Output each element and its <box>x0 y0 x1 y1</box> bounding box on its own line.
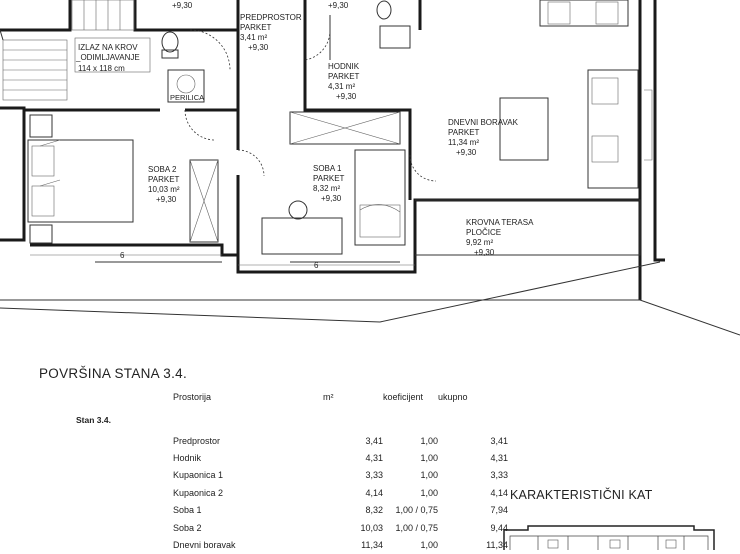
table-row: Soba 1 8,32 1,00 / 0,75 7,94 <box>173 505 508 516</box>
room-label-predprostor <box>240 13 302 52</box>
col-m2: m² <box>323 392 334 402</box>
room-label-soba1 <box>313 164 345 203</box>
perilica-label: PERILICA <box>170 93 205 102</box>
svg-text:IZLAZ NA KROV: IZLAZ NA KROV <box>78 43 138 52</box>
table-row: Predprostor 3,41 1,00 3,41 <box>173 435 508 446</box>
table-header-row <box>68 386 508 408</box>
room-label-boravak <box>448 118 519 157</box>
table-row: Kupaonica 2 4,14 1,00 4,14 <box>173 487 508 498</box>
svg-text:+9,30: +9,30 <box>321 194 342 203</box>
section-marker-1: 6 <box>120 251 125 260</box>
sofa <box>588 70 638 188</box>
table-row: Kupaonica 1 3,33 1,00 3,33 <box>173 470 508 481</box>
svg-text:+9,30: +9,30 <box>474 248 495 257</box>
room-label-soba2 <box>148 165 180 204</box>
room-label-terasa <box>466 218 534 257</box>
svg-text:3,41 m²: 3,41 m² <box>240 33 268 42</box>
svg-text:DNEVNI BORAVAK: DNEVNI BORAVAK <box>448 118 518 127</box>
floor-thumbnail <box>498 522 720 550</box>
svg-text:+9,30: +9,30 <box>336 92 357 101</box>
svg-text:11,34 m²: 11,34 m² <box>448 138 479 147</box>
svg-text:SOBA 2: SOBA 2 <box>148 165 177 174</box>
svg-text:+9,30: +9,30 <box>456 148 477 157</box>
elevation-top-2: +9,30 <box>328 1 349 10</box>
chair-icon <box>289 201 307 219</box>
elevation-top-1: +9,30 <box>172 1 193 10</box>
table-row: Soba 2 10,03 1,00 / 0,75 9,44 <box>173 522 508 533</box>
svg-text:8,32 m²: 8,32 m² <box>313 184 341 193</box>
svg-text:PARKET: PARKET <box>328 72 360 81</box>
coffee-table <box>500 98 548 160</box>
svg-text:114 x 118 cm: 114 x 118 cm <box>78 64 125 73</box>
svg-text:4,31 m²: 4,31 m² <box>328 82 356 91</box>
svg-text:HODNIK: HODNIK <box>328 62 360 71</box>
svg-text:PARKET: PARKET <box>313 174 345 183</box>
svg-text:9,92 m²: 9,92 m² <box>466 238 494 247</box>
table-row: Hodnik 4,31 1,00 4,31 <box>173 453 508 464</box>
desk <box>262 218 342 254</box>
bed-2 <box>28 115 133 243</box>
svg-text:_ODIMLJAVANJE: _ODIMLJAVANJE <box>76 53 140 62</box>
svg-text:KROVNA TERASA: KROVNA TERASA <box>466 218 534 227</box>
bed-1 <box>355 150 405 245</box>
svg-text:PLOČICE: PLOČICE <box>466 228 502 237</box>
svg-text:PARKET: PARKET <box>240 23 272 32</box>
room-label-hodnik <box>328 62 360 101</box>
col-koeficijent: koeficijent <box>383 392 424 402</box>
dining-set <box>540 0 628 26</box>
unit-row: Stan 3.4. <box>76 415 111 425</box>
svg-text:PARKET: PARKET <box>448 128 480 137</box>
col-prostorija: Prostorija <box>173 392 212 402</box>
section-marker-2: 6 <box>314 261 319 270</box>
table-row: Dnevni boravak 11,34 1,00 11,34 <box>173 540 508 551</box>
svg-text:SOBA 1: SOBA 1 <box>313 164 342 173</box>
col-ukupno: ukupno <box>438 392 468 402</box>
svg-text:+9,30: +9,30 <box>156 195 177 204</box>
sink-icon <box>380 26 410 48</box>
svg-text:PREDPROSTOR: PREDPROSTOR <box>240 13 302 22</box>
room-label-izlaz <box>75 43 140 73</box>
area-table <box>68 386 508 554</box>
svg-text:PARKET: PARKET <box>148 175 180 184</box>
area-table-title: POVRŠINA STANA 3.4. <box>39 366 188 381</box>
svg-text:+9,30: +9,30 <box>248 43 269 52</box>
karakteristicni-kat-title: KARAKTERISTIČNI KAT <box>510 488 653 502</box>
svg-text:10,03 m²: 10,03 m² <box>148 185 180 194</box>
